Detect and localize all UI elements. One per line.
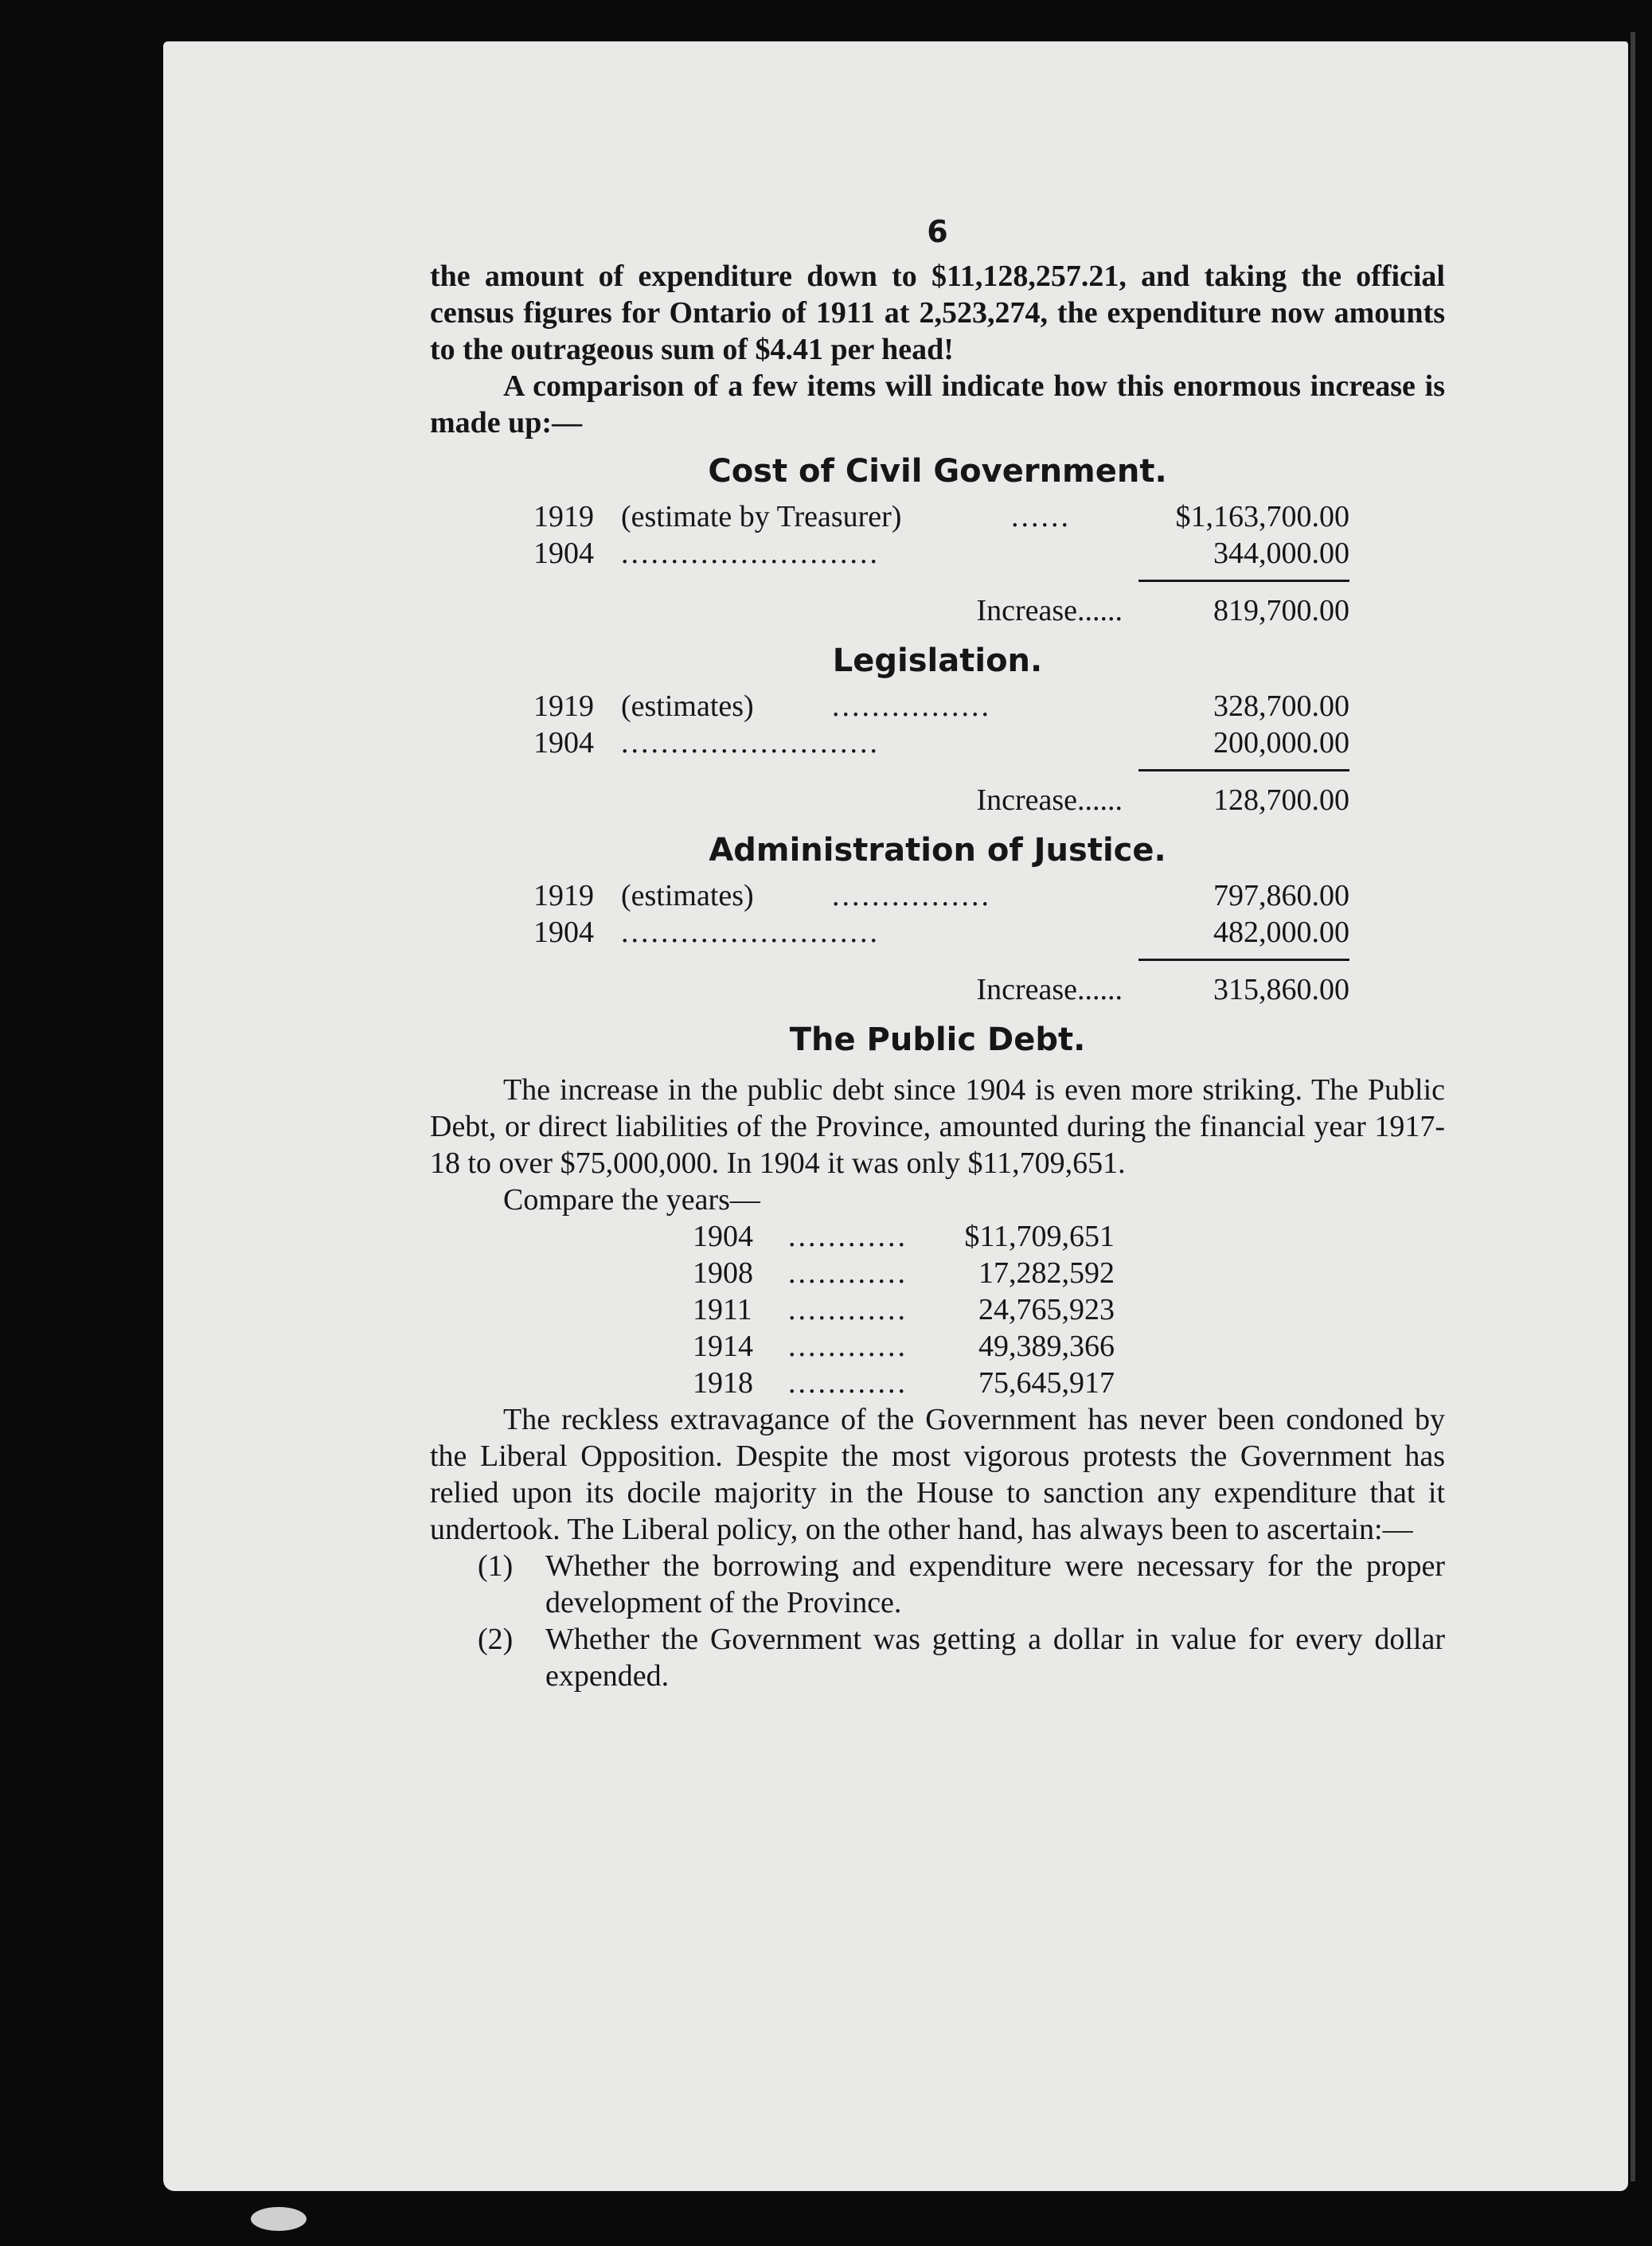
leader-dots: ................: [832, 689, 991, 723]
leader-dots: ......: [1011, 500, 1071, 533]
section-heading-civil-government: Cost of Civil Government.: [708, 453, 1167, 490]
ledger-year: 1919: [533, 879, 594, 912]
leader-dots: ............: [788, 1366, 908, 1400]
debt-year: 1914: [693, 1330, 753, 1363]
debt-row: [693, 1255, 1115, 1291]
debt-row: [693, 1291, 1115, 1328]
page-edge-shadow: [1631, 32, 1635, 2182]
ledger-amount: 797,860.00: [1213, 879, 1349, 912]
list-item-number: (1): [478, 1549, 514, 1583]
debt-amount: 75,645,917: [978, 1366, 1115, 1400]
debt-amount: 49,389,366: [978, 1330, 1115, 1363]
leader-dots: ................: [832, 879, 991, 912]
ledger-year: 1904: [533, 537, 594, 570]
increase-label: Increase......: [976, 783, 1123, 817]
leader-dots: ..........................: [621, 916, 880, 949]
debt-table: [693, 1218, 1115, 1401]
sum-rule: [533, 761, 1349, 779]
list-item: [430, 1621, 1445, 1694]
ledger-amount: $1,163,700.00: [1175, 500, 1349, 533]
leader-dots: ............: [788, 1330, 908, 1363]
ledger-amount: 344,000.00: [1213, 537, 1349, 570]
intro-paragraph: the amount of expenditure down to $11,128,257.21, and taking the official census figures for Ontario of 1911 at 2,523,274, the expenditure now amounts to the outrageous sum of $4.41 per head!: [430, 260, 1445, 366]
debt-year: 1904: [693, 1220, 753, 1253]
ledger-year: 1904: [533, 916, 594, 949]
page-content: [430, 213, 1445, 1694]
debt-year: 1908: [693, 1256, 753, 1290]
ledger-amount: 482,000.00: [1213, 916, 1349, 949]
section-heading-legislation: Legislation.: [832, 643, 1043, 679]
ledger-row: [533, 914, 1349, 951]
ledger-year: 1904: [533, 726, 594, 760]
section-heading-administration-of-justice: Administration of Justice.: [709, 832, 1166, 869]
debt-amount: 24,765,923: [978, 1293, 1115, 1326]
increase-amount: 819,700.00: [1213, 594, 1349, 627]
list-item-text: Whether the borrowing and expenditure were necessary for the proper development of the Province.: [545, 1549, 1445, 1619]
increase-row: [533, 589, 1349, 631]
debt-amount: $11,709,651: [964, 1220, 1115, 1253]
increase-row: [533, 968, 1349, 1010]
ledger-year: 1919: [533, 689, 594, 723]
ledger-description: (estimate by Treasurer): [621, 500, 902, 533]
compare-label: Compare the years—: [503, 1183, 760, 1217]
page-number: 6: [927, 214, 948, 249]
debt-row: [693, 1365, 1115, 1401]
sum-rule: [533, 572, 1349, 589]
increase-label: Increase......: [976, 594, 1123, 627]
ledger-legislation: [533, 688, 1349, 820]
list-item-text: Whether the Government was getting a dollar in value for every dollar expended.: [545, 1623, 1445, 1693]
debt-row: [693, 1328, 1115, 1365]
ledger-description: (estimates): [621, 689, 754, 723]
leader-dots: ............: [788, 1220, 908, 1253]
ledger-amount: 328,700.00: [1213, 689, 1349, 723]
increase-amount: 128,700.00: [1213, 783, 1349, 817]
increase-row: [533, 779, 1349, 820]
debt-year: 1918: [693, 1366, 753, 1400]
sum-rule: [533, 951, 1349, 968]
scan-speck: [251, 2207, 307, 2231]
ledger-description: (estimates): [621, 879, 754, 912]
leader-dots: ............: [788, 1293, 908, 1326]
comparison-paragraph: A comparison of a few items will indicate how this enormous increase is made up:—: [430, 369, 1445, 439]
leader-dots: ............: [788, 1256, 908, 1290]
ledger-year: 1919: [533, 500, 594, 533]
debt-year: 1911: [693, 1293, 752, 1326]
ledger-row: [533, 688, 1349, 725]
list-item-number: (2): [478, 1623, 514, 1656]
increase-amount: 315,860.00: [1213, 973, 1349, 1006]
debt-paragraph: The increase in the public debt since 1904 is even more striking. The Public Debt, or direct liabilities of the Province, amounted during the financial year 1917-18 to over $75,000,000. In 1904 it was only $11,709,651.: [430, 1073, 1445, 1180]
section-heading-public-debt: The Public Debt.: [789, 1021, 1086, 1058]
debt-amount: 17,282,592: [978, 1256, 1115, 1290]
debt-row: [693, 1218, 1115, 1255]
ledger-civil-government: [533, 498, 1349, 631]
closing-paragraph: The reckless extravagance of the Government has never been condoned by the Liberal Opposition. Despite the most vigorous protests the Government has relied upon its docile majority in the House to sanction any expenditure that it undertook. The Liberal policy, on the other hand, has always been to ascertain:—: [430, 1403, 1445, 1546]
ledger-amount: 200,000.00: [1213, 726, 1349, 760]
list-item: [430, 1548, 1445, 1621]
ledger-row: [533, 725, 1349, 761]
ledger-administration-of-justice: [533, 877, 1349, 1010]
increase-label: Increase......: [976, 973, 1123, 1006]
ledger-row: [533, 535, 1349, 572]
ledger-row: [533, 498, 1349, 535]
ledger-row: [533, 877, 1349, 914]
leader-dots: ..........................: [621, 537, 880, 570]
leader-dots: ..........................: [621, 726, 880, 760]
